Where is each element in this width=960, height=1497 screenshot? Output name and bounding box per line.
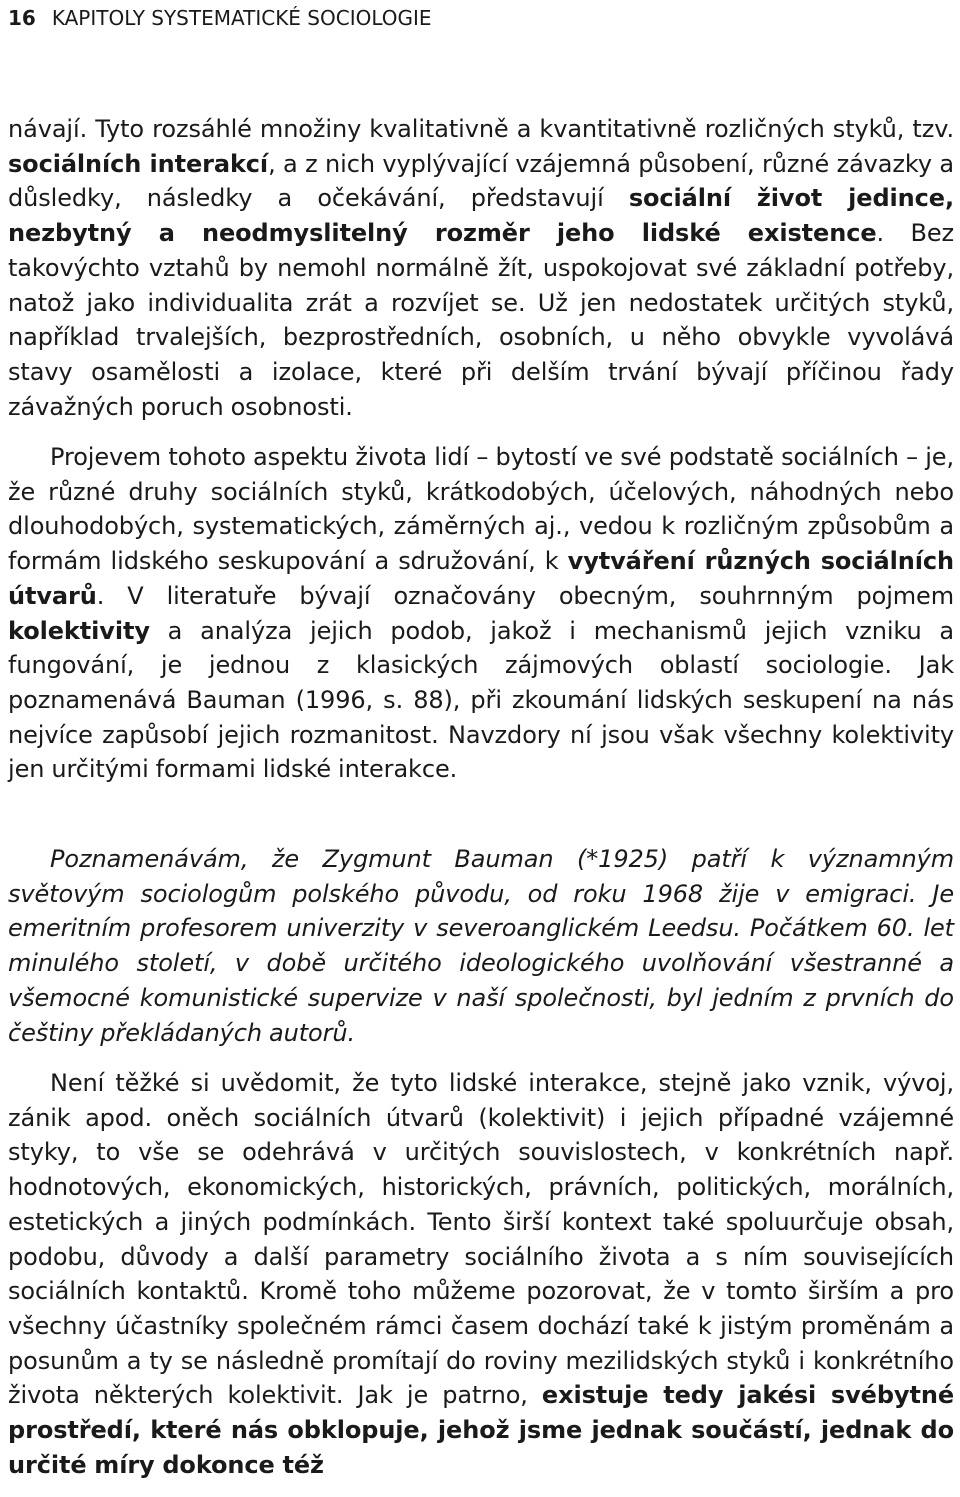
paragraph-3-emphasis-1: existuje tedy jakési svébytné prostředí, které nás obklopuje, jehož jsme jednak součástí, jednak do určité míry dokonce též	[8, 1381, 954, 1479]
paragraph-2-emphasis-1: vytváření různých sociálních útvarů	[8, 547, 954, 610]
paragraph-1-emphasis-2: sociální život jedince, nezbytný a neodmyslitelný rozměr jeho lidské existence	[8, 184, 954, 248]
paragraph-3-text-1: Není těžké si uvědomit, že tyto lidské interakce, stejně jako vznik, vývoj, zánik apod. oněch sociálních útvarů (kolektivit) i jejich případné vzájemné styky, to vše se odehrává v určitých souvislostech, v konkrétních např. hodnotových, ekonomických, historických, právních, politických, morálních, estetických a jiných podmínkách. Tento širší kontext také spoluurčuje obsah, podobu, důvody a další parametry sociálního života a s ním souvisejících sociálních kontaktů. Kromě toho můžeme pozorovat, že v tomto širším a pro všechny účastníky společném rámci časem dochází také k jistým proměnám a posunům a ty se následně promítají do roviny mezilidských styků i konkrétního života některých kolektivit. Jak je patrno,	[8, 1069, 954, 1410]
paragraph-2-text-2: . V literatuře bývají označovány obecným, souhrnným pojmem	[96, 581, 954, 610]
paragraph-1-emphasis-1: sociálních interakcí	[8, 149, 269, 178]
paragraph-2-text-3: a analýza jejich podob, jakož i mechanismů jejich vzniku a fungování, je jednou z klasických zájmových oblastí sociologie. Jak poznamenává Bauman (1996, s. 88), při zkoumání lidských seskupení na nás nejvíce zapůsobí jejich rozmanitost. Navzdory ní jsou však všechny kolektivity jen určitými formami lidské interakce.	[8, 616, 954, 784]
author-note-text: Poznamenávám, že Zygmunt Bauman (*1925) patří k významným světovým sociologům polského původu, od roku 1968 žije v emigraci. Je emeritním profesorem univerzity v severoanglickém Leedsu. Počátkem 60. let minulého století, v době určitého ideologického uvolňování všestranné a všemocné komunistické supervize v naší společnosti, byl jedním z prvních do češtiny překládaných autorů.	[8, 845, 954, 1047]
paragraph-1-text-2: , a z nich vyplývající vzájemná působení, různé závazky a důsledky, následky a očekávání, představují	[8, 149, 954, 213]
body-paragraph-3	[8, 1066, 954, 1482]
paragraph-1-text-3: . Bez takovýchto vztahů by nemohl normálně žít, uspokojovat své základní potřeby, natož jako individualita zrát a rozvíjet se. Už jen nedostatek určitých styků, například trvalejších, bezprostředních, osobních, u něho obvykle vyvolává stavy osamělosti a izolace, které při delším trvání bývají příčinou řady závažných poruch osobnosti.	[8, 219, 954, 421]
page-number: 16	[8, 6, 36, 30]
header-title: KAPITOLY SYSTEMATICKÉ SOCIOLOGIE	[51, 6, 432, 30]
paragraph-1-text-1: návají. Tyto rozsáhlé množiny kvalitativně a kvantitativně rozličných styků, tzv.	[8, 115, 954, 143]
body-paragraph-1	[8, 112, 954, 424]
body-paragraph-2	[8, 440, 954, 787]
author-note	[8, 842, 954, 1050]
running-header	[8, 4, 432, 32]
paragraph-2-emphasis-2: kolektivity	[8, 616, 150, 645]
paragraph-2-text-1: Projevem tohoto aspektu života lidí – bytostí ve své podstatě sociálních – je, že různé druhy sociálních styků, krátkodobých, účelových, náhodných nebo dlouhodobých, systematických, záměrných aj., vedou k rozličným způsobům a formám lidského seskupování a sdružování, k	[8, 443, 954, 576]
